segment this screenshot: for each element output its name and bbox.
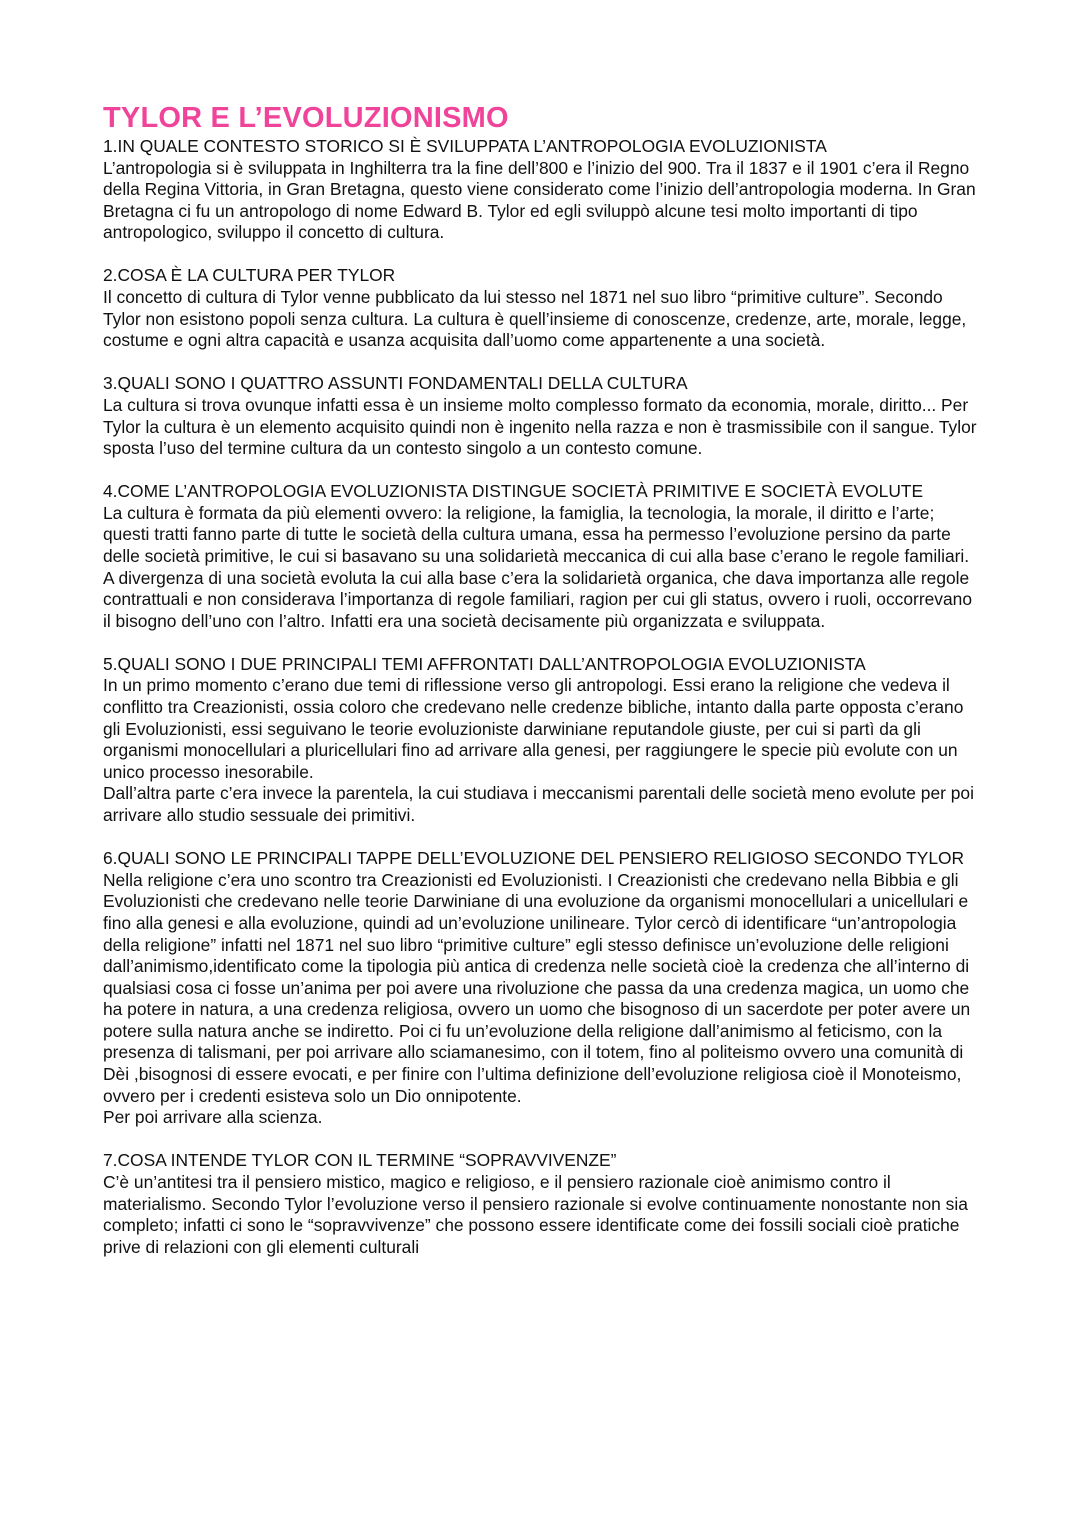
document-section [103,1150,983,1258]
document-title: TYLOR E L’EVOLUZIONISMO [103,102,509,134]
section-heading: 7.COSA INTENDE TYLOR CON IL TERMINE “SOPRAVVIVENZE” [103,1150,617,1171]
section-heading: 6.QUALI SONO LE PRINCIPALI TAPPE DELL’EVOLUZIONE DEL PENSIERO RELIGIOSO SECONDO TYLOR [103,848,965,869]
section-paragraph: In un primo momento c’erano due temi di riflessione verso gli antropologi. Essi erano la religione che vedeva il conflitto tra Creazionisti, ossia coloro che credevano nelle credenze bibliche, intanto dalla parte opposta c’erano gli Evoluzionisti, essi seguivano le teorie evoluzioniste darwiniane reputandole giuste, per cui si partì da gli organismi monocellulari a pluricellulari fino ad arrivare alla genesi, per raggiungere le specie più evolute con un unico processo inesorabile. [103,675,964,782]
section-heading: 5.QUALI SONO I DUE PRINCIPALI TEMI AFFRONTATI DALL’ANTROPOLOGIA EVOLUZIONISTA [103,653,866,674]
document-section [103,265,983,351]
section-heading: 2.COSA È LA CULTURA PER TYLOR [103,265,396,286]
section-paragraph: Nella religione c’era uno scontro tra Creazionisti ed Evoluzionisti. I Creazionisti che credevano nella Bibbia e gli Evoluzionisti che credevano nelle teorie Darwiniane di una evoluzione da organismi monocellulari a unicellulari e fino alla genesi e alla evoluzione, quindi ad un’evoluzione unilineare. Tylor cercò di identificare “un’antropologia della religione” infatti nel 1871 nel suo libro “primitive culture” egli stesso definisce un’evoluzione delle religioni dall’animismo,identificato come la tipologia più antica di credenza nelle società cioè la credenza che all’interno di qualsiasi cosa ci fosse un’anima per poi avere una rivoluzione che passa da una credenza magica, un uomo che ha potere in natura, a una credenza religiosa, ovvero un uomo che bisognoso di un sacerdote per poter avere un potere sulla natura anche se indiretto. Poi ci fu un’evoluzione della religione dall’animismo al feticismo, con la presenza di talismani, per poi arrivare allo sciamanesimo, con il totem, fino al politeismo ovvero una comunità di Dèi ,bisognosi di essere evocati, e per finire con l’ultima definizione dell’evoluzione religiosa cioè il Monoteismo, ovvero per i credenti esisteva solo un Dio onnipotente. [103,869,971,1106]
document-section [103,136,983,244]
document-section [103,373,983,459]
section-heading: 4.COME L’ANTROPOLOGIA EVOLUZIONISTA DISTINGUE SOCIETÀ PRIMITIVE E SOCIETÀ EVOLUTE [103,481,924,502]
section-paragraph: La cultura è formata da più elementi ovvero: la religione, la famiglia, la tecnologia, la morale, il diritto e l’arte; questi tratti fanno parte di tutte le società della cultura umana, essa ha permesso l’evoluzione persino da parte delle società primitive, le cui si basavano su una solidarietà meccanica di cui alla base c’erano le regole familiari. A divergenza di una società evoluta la cui alla base c’era la solidarietà organica, che dava importanza alle regole contrattuali e non considerava l’importanza di regole familiari, ragion per cui gli status, ovvero i ruoli, occorrevano il bisogno dell’uno con l’altro. Infatti era una società decisamente più organizzata e sviluppata. [103,502,972,631]
sections-container [103,136,983,1258]
section-paragraph: Il concetto di cultura di Tylor venne pubblicato da lui stesso nel 1871 nel suo libro “primitive culture”. Secondo Tylor non esistono popoli senza cultura. La cultura è quell’insieme di conoscenze, credenze, arte, morale, legge, costume e ogni altra capacità e usanza acquisita dall’uomo come appartenente a una società. [103,287,967,351]
document-section [103,481,983,632]
document-section [103,654,983,827]
section-heading: 3.QUALI SONO I QUATTRO ASSUNTI FONDAMENTALI DELLA CULTURA [103,373,688,394]
section-paragraph: La cultura si trova ovunque infatti essa è un insieme molto complesso formato da economia, morale, diritto... Per Tylor la cultura è un elemento acquisito quindi non è ingenito nella razza e non è trasmissibile con il sangue. Tylor sposta l’uso del termine cultura da un contesto singolo a un contesto comune. [103,394,977,459]
document-page [103,100,983,1280]
section-paragraph: L’antropologia si è sviluppata in Inghilterra tra la fine dell’800 e l’inizio del 900. Tra il 1837 e il 1901 c’era il Regno della Regina Vittoria, in Gran Bretagna, questo viene considerato come l’inizio dell’antropologia moderna. In Gran Bretagna ci fu un antropologo di nome Edward B. Tylor ed egli sviluppò alcune tesi molto importanti di tipo antropologico, sviluppo il concetto di cultura. [103,157,976,243]
section-paragraph: Per poi arrivare alla scienza. [103,1107,323,1128]
section-paragraph: C’è un’antitesi tra il pensiero mistico, magico e religioso, e il pensiero razionale cioè animismo contro il materialismo. Secondo Tylor l’evoluzione verso il pensiero razionale si evolve continuamente nonostante non sia completo; infatti ci sono le “sopravvivenze” che possono essere identificate come dei fossili sociali cioè pratiche prive di relazioni con gli elementi culturali [103,1171,968,1257]
section-heading: 1.IN QUALE CONTESTO STORICO SI È SVILUPPATA L’ANTROPOLOGIA EVOLUZIONISTA [103,136,827,156]
section-paragraph: Dall’altra parte c’era invece la parentela, la cui studiava i meccanismi parentali delle società meno evolute per poi arrivare allo studio sessuale dei primitivi. [103,783,974,826]
document-section [103,848,983,1129]
